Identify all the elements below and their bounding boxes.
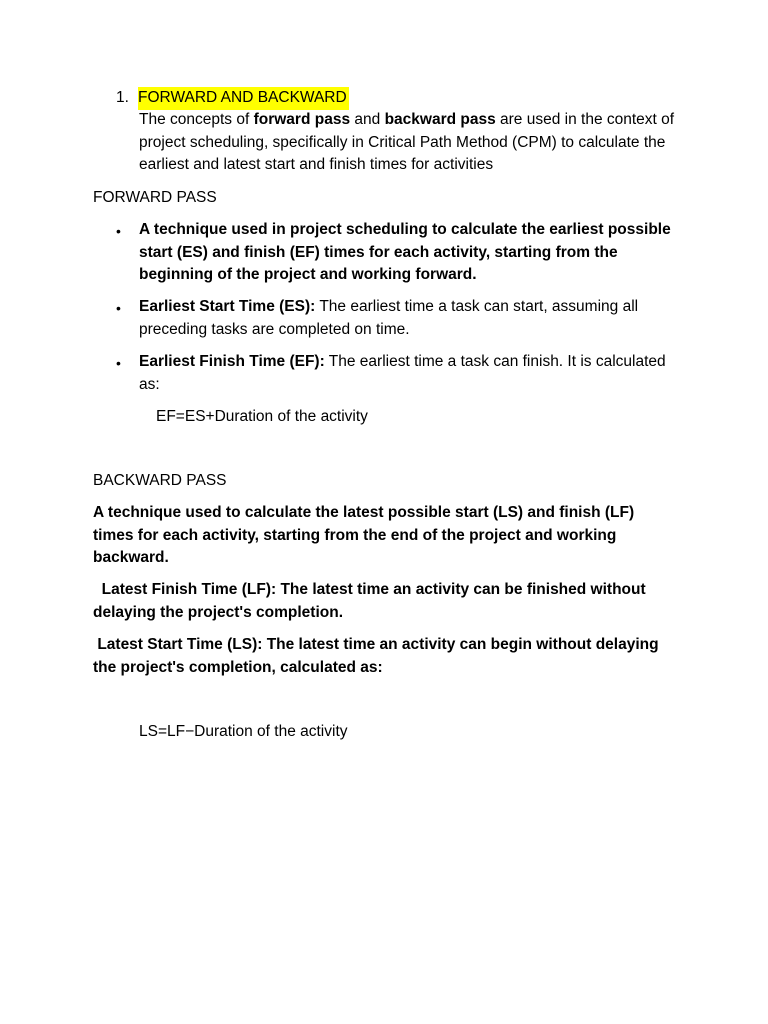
bullet-icon: • [116,300,121,316]
intro-paragraph [139,109,684,177]
backward-paragraph-1: A technique used to calculate the latest possible start (LS) and finish (LF) times for each activity, starting from the end of the project and working backward. [93,504,635,566]
ls-formula: LS=LF−Duration of the activity [139,723,348,740]
term-forward-pass: forward pass [253,111,351,128]
forward-bullet-3 [139,351,684,396]
bullet-icon: • [116,355,121,371]
forward-pass-heading: FORWARD PASS [93,189,217,206]
forward-bullet-2 [139,296,684,341]
backward-paragraph-ls: Latest Start Time (LS): The latest time an activity can begin without delaying the project's completion, calculated as: [93,636,663,676]
backward-pass-heading: BACKWARD PASS [93,472,227,489]
section-heading: FORWARD AND BACKWARD [138,87,349,110]
forward-bullet-2-text: The earliest time a task can start, assuming all preceding tasks are completed on time. [139,298,639,338]
backward-paragraph-lf: Latest Finish Time (LF): The latest time an activity can be finished without delaying the project's completion. [93,581,650,621]
ef-formula: EF=ES+Duration of the activity [156,408,368,425]
bullet-icon: • [116,223,121,239]
forward-bullet-3-text: The earliest time a task can finish. It is calculated as: [139,353,666,393]
intro-text-2: and [350,111,385,128]
forward-bullet-1: A technique used in project scheduling to calculate the earliest possible start (ES) and finish (EF) times for each activity, starting from the beginning of the project and working forward. [139,221,671,283]
term-ef: Earliest Finish Time (EF): [139,353,325,370]
intro-text-1: The concepts of [139,111,254,128]
term-es: Earliest Start Time (ES): [139,298,316,315]
term-backward-pass: backward pass [384,111,496,128]
list-number: 1. [116,89,129,106]
intro-text-3: are used in the context of project scheduling, specifically in Critical Path Method (CPM) to calculate the earliest and latest start and finish times for activities [139,111,675,173]
